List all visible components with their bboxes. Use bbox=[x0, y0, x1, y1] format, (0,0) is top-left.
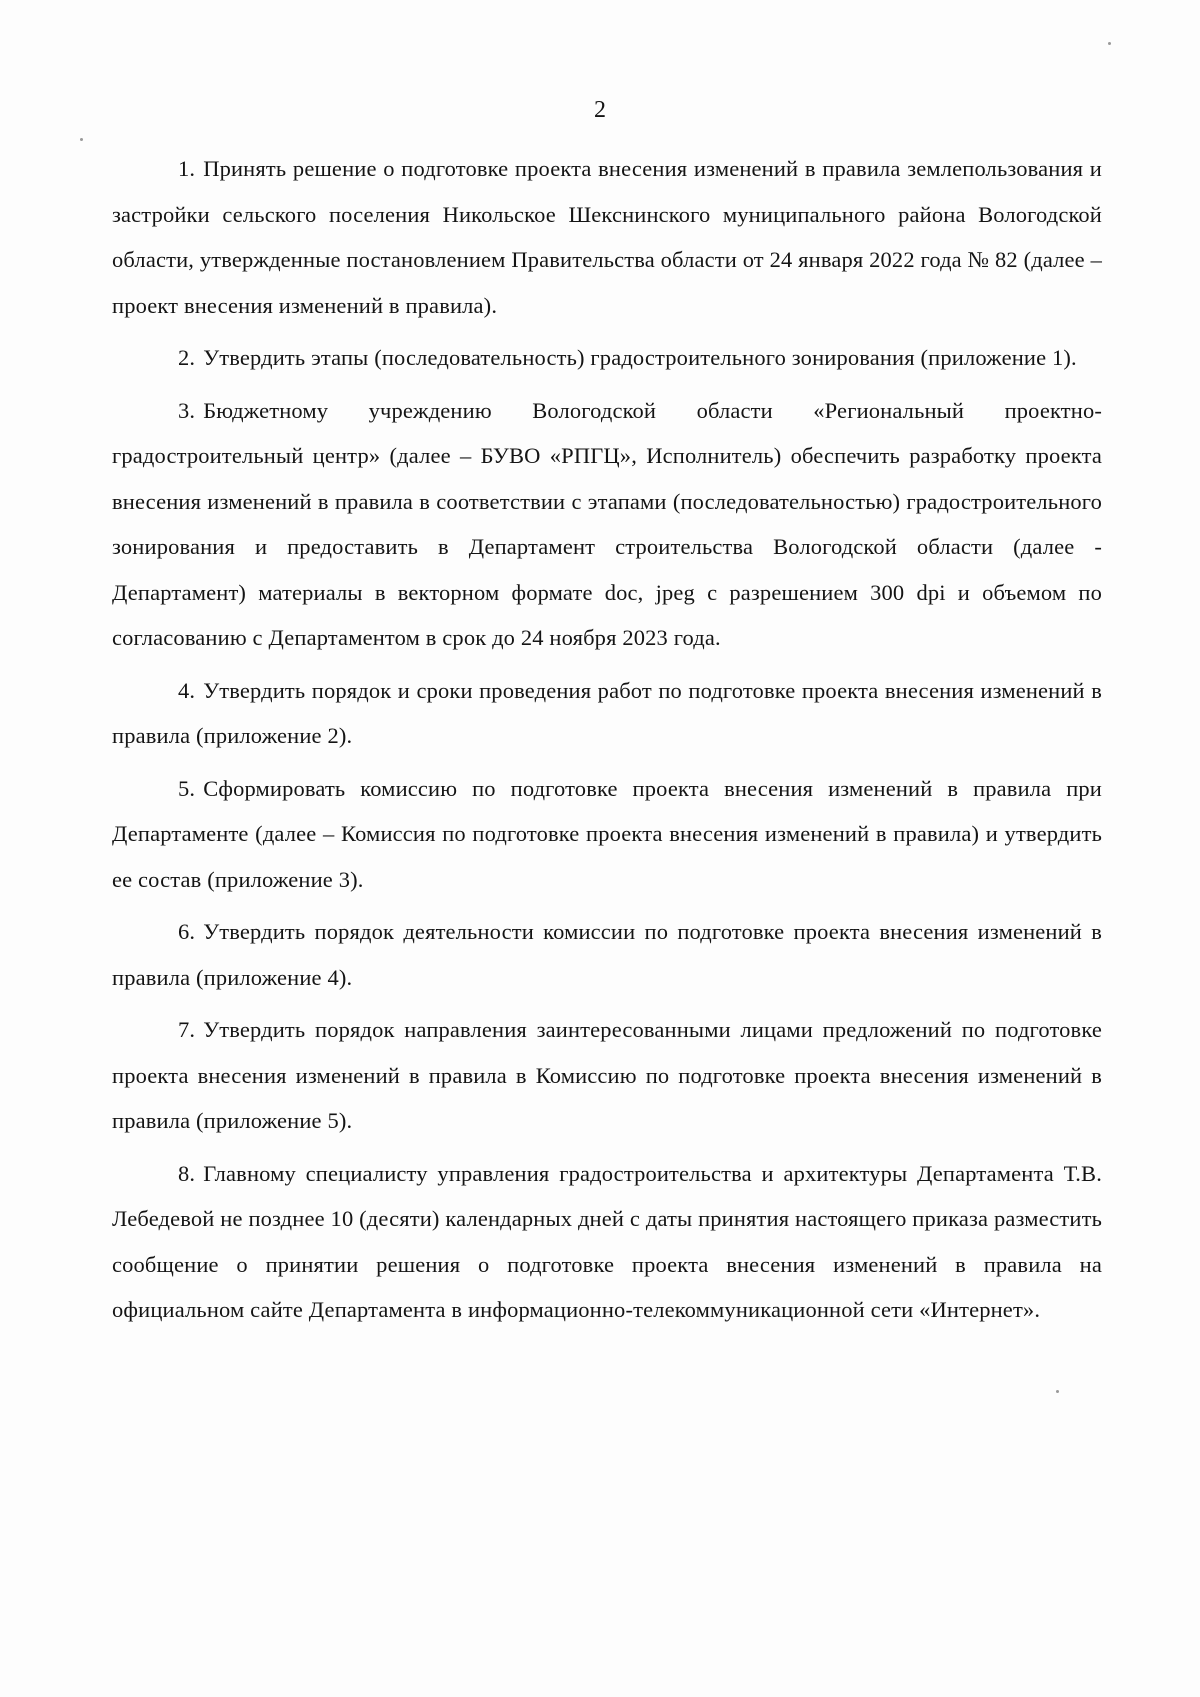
paragraph-1 bbox=[112, 146, 1102, 328]
paragraph-number: 4. bbox=[178, 677, 196, 703]
paragraph-6 bbox=[112, 909, 1102, 1000]
paragraph-text: Утвердить порядок направления заинтересованными лицами предложений по подготовке проекта внесения изменений в правила в Комиссию по подготовке проекта внесения изменений в правила (приложение 5). bbox=[112, 1017, 1102, 1133]
paragraph-text: Утвердить этапы (последовательность) градостроительного зонирования (приложение 1). bbox=[203, 345, 1077, 370]
paragraph-text: Главному специалисту управления градостроительства и архитектуры Департамента Т.В. Лебедевой не позднее 10 (десяти) календарных дней с даты принятия настоящего приказа разместить сообщение о принятии решения о подготовке проекта внесения изменений в правила на официальном сайте Департамента в информационно-телекоммуникационной сети «Интернет». bbox=[112, 1160, 1102, 1322]
paragraph-text: Утвердить порядок и сроки проведения работ по подготовке проекта внесения изменений в правила (приложение 2). bbox=[112, 677, 1102, 748]
paragraph-number: 1. bbox=[178, 156, 196, 181]
scan-speck bbox=[1108, 42, 1111, 45]
scan-speck bbox=[80, 138, 83, 141]
paragraph-number: 3. bbox=[178, 397, 196, 423]
paragraph-5 bbox=[112, 766, 1102, 903]
paragraph-text: Утвердить порядок деятельности комиссии по подготовке проекта внесения изменений в правила (приложение 4). bbox=[112, 919, 1102, 990]
paragraph-8 bbox=[112, 1151, 1102, 1333]
paragraph-text: Бюджетному учреждению Вологодской области «Региональный проектно-градостроительный центр» (далее – БУВО «РПГЦ», Исполнитель) обеспечить разработку проекта внесения изменений в правила в соответствии с этапами (последовательностью) градостроительного зонирования и предоставить в Департамент строительства Вологодской области (далее - Департамент) материалы в векторном формате doc, jpeg с разрешением 300 dpi и объемом по согласованию с Департаментом в срок до 24 ноября 2023 года. bbox=[112, 397, 1102, 650]
paragraph-number: 7. bbox=[178, 1017, 196, 1042]
paragraph-number: 6. bbox=[178, 919, 196, 944]
paragraph-text: Сформировать комиссию по подготовке проекта внесения изменений в правила при Департаменте (далее – Комиссия по подготовке проекта внесения изменений в правила) и утвердить ее состав (приложение 3). bbox=[112, 775, 1102, 892]
document-body bbox=[112, 146, 1102, 1340]
page-number: 2 bbox=[594, 97, 606, 123]
paragraph-4 bbox=[112, 668, 1102, 759]
paragraph-3 bbox=[112, 388, 1102, 661]
paragraph-number: 2. bbox=[178, 345, 196, 370]
paragraph-number: 5. bbox=[178, 775, 196, 801]
paragraph-number: 8. bbox=[178, 1160, 196, 1186]
paragraph-2 bbox=[112, 335, 1102, 381]
paragraph-text: Принять решение о подготовке проекта внесения изменений в правила землепользования и застройки сельского поселения Никольское Шекснинского муниципального района Вологодской области, утвержденные постановлением Правительства области от 24 января 2022 года № 82 (далее – проект внесения изменений в правила). bbox=[112, 156, 1102, 318]
paragraph-7 bbox=[112, 1007, 1102, 1144]
scan-speck bbox=[1056, 1390, 1059, 1393]
